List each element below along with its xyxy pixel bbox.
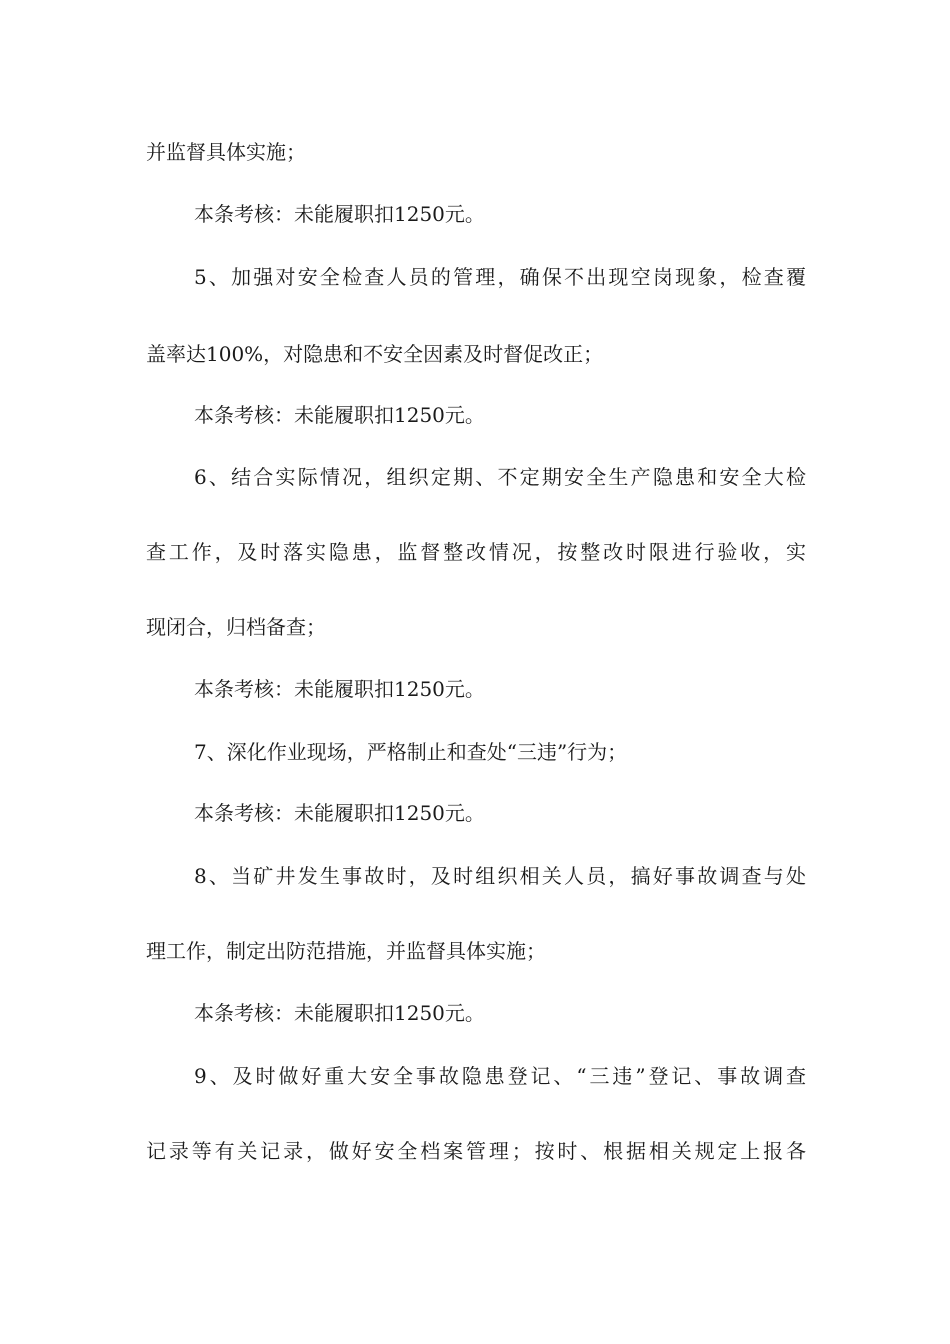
item-6-line-1: 6、结合实际情况，组织定期、不定期安全生产隐患和安全大检 bbox=[194, 465, 806, 489]
assessment-line: 本条考核：未能履职扣1250元。 bbox=[194, 1001, 485, 1025]
assessment-line: 本条考核：未能履职扣1250元。 bbox=[194, 677, 485, 701]
item-7-line-1: 7、深化作业现场，严格制止和查处“三违”行为； bbox=[194, 740, 628, 764]
item-6-line-3: 现闭合，归档备查； bbox=[146, 615, 326, 639]
item-9-line-2: 记录等有关记录，做好安全档案管理；按时、根据相关规定上报各 bbox=[146, 1139, 806, 1163]
item-8-line-2: 理工作，制定出防范措施，并监督具体实施； bbox=[146, 939, 546, 963]
item-5-line-1: 5、加强对安全检查人员的管理，确保不出现空岗现象，检查覆 bbox=[194, 265, 806, 289]
item-6-line-2: 查工作，及时落实隐患，监督整改情况，按整改时限进行验收，实 bbox=[146, 540, 806, 564]
paragraph-line: 并监督具体实施； bbox=[146, 140, 306, 164]
item-9-line-1: 9、及时做好重大安全事故隐患登记、“三违”登记、事故调查 bbox=[194, 1064, 806, 1088]
item-5-line-2: 盖率达100%，对隐患和不安全因素及时督促改正； bbox=[146, 342, 604, 366]
assessment-line: 本条考核：未能履职扣1250元。 bbox=[194, 801, 485, 825]
assessment-line: 本条考核：未能履职扣1250元。 bbox=[194, 403, 485, 427]
item-8-line-1: 8、当矿井发生事故时，及时组织相关人员，搞好事故调查与处 bbox=[194, 864, 806, 888]
assessment-line: 本条考核：未能履职扣1250元。 bbox=[194, 202, 485, 226]
